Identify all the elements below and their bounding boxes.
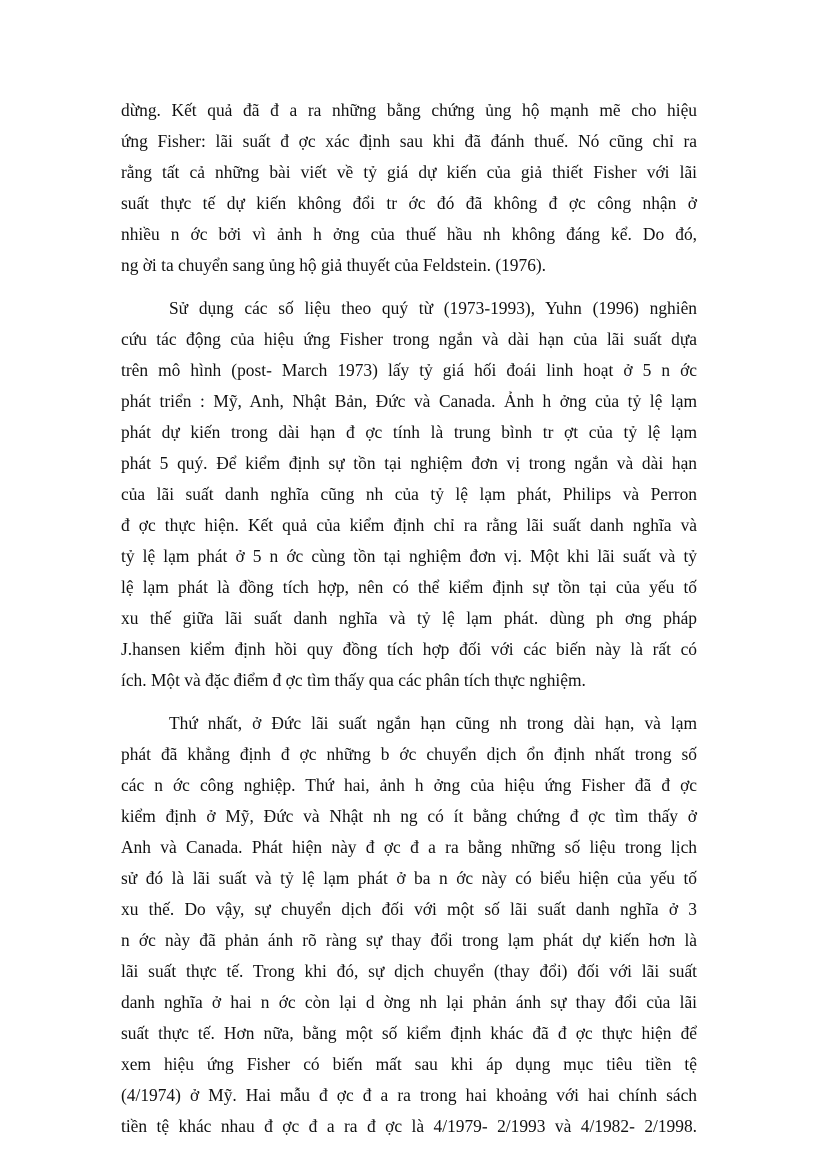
- text-line: rằng tất cả những bài viết về tỷ giá dự kiến của giả thiết Fisher với lãi: [121, 162, 697, 182]
- text-line: đ ợc thực hiện. Kết quả của kiểm định chỉ ra rằng lãi suất danh nghĩa và: [121, 515, 697, 535]
- text-line: phát dự kiến trong dài hạn đ ợc tính là trung bình tr ợt của tỷ lệ lạm: [121, 422, 697, 442]
- text-line: Anh và Canada. Phát hiện này đ ợc đ a ra bằng những số liệu trong lịch: [121, 837, 697, 857]
- text-line: các n ớc công nghiệp. Thứ hai, ảnh h ởng của hiệu ứng Fisher đã đ ợc: [121, 775, 697, 795]
- text-line: trên mô hình (post- March 1973) lấy tỷ giá hối đoái linh hoạt ở 5 n ớc: [121, 360, 697, 380]
- text-line: xu thế. Do vậy, sự chuyển dịch đối với một số lãi suất danh nghĩa ở 3: [121, 899, 697, 919]
- paragraph-2: [121, 293, 697, 696]
- text-line: ích. Một và đặc điểm đ ợc tìm thấy qua các phân tích thực nghiệm.: [121, 670, 586, 690]
- text-line: Sử dụng các số liệu theo quý từ (1973-1993), Yuhn (1996) nghiên: [169, 298, 697, 318]
- text-line: lãi suất thực tế. Trong khi đó, sự dịch chuyển (thay đổi) đối với lãi suất: [121, 961, 697, 981]
- text-line: của lãi suất danh nghĩa cũng nh của tỷ lệ lạm phát, Philips và Perron: [121, 484, 697, 504]
- text-line: n ớc này đã phản ánh rõ ràng sự thay đổi trong lạm phát dự kiến hơn là: [121, 930, 697, 950]
- text-line: phát đã khẳng định đ ợc những b ớc chuyển dịch ổn định nhất trong số: [121, 744, 697, 764]
- text-line: tỷ lệ lạm phát ở 5 n ớc cùng tồn tại nghiệm đơn vị. Một khi lãi suất và tỷ: [121, 546, 697, 566]
- text-line: ng ời ta chuyển sang ủng hộ giả thuyết của Feldstein. (1976).: [121, 255, 547, 275]
- text-line: danh nghĩa ở hai n ớc còn lại d ờng nh lại phản ánh sự thay đổi của lãi: [121, 992, 697, 1012]
- document-body: [121, 95, 697, 1154]
- text-line: phát 5 quý. Để kiểm định sự tồn tại nghiệm đơn vị trong ngắn và dài hạn: [121, 453, 697, 473]
- text-line: dừng. Kết quả đã đ a ra những bằng chứng ủng hộ mạnh mẽ cho hiệu: [121, 100, 697, 120]
- paragraph-1: [121, 95, 697, 281]
- text-line: J.hansen kiểm định hồi quy đồng tích hợp đối với các biến này là rất có: [121, 639, 697, 659]
- text-line: nhiều n ớc bởi vì ảnh h ởng của thuế hầu nh không đáng kể. Do đó,: [121, 224, 697, 244]
- text-line: cứu tác động của hiệu ứng Fisher trong ngắn và dài hạn của lãi suất dựa: [121, 329, 697, 349]
- text-line: xu thế giữa lãi suất danh nghĩa và tỷ lệ lạm phát. dùng ph ơng pháp: [121, 608, 697, 628]
- text-line: suất thực tế. Hơn nữa, bằng một số kiểm định khác đã đ ợc thực hiện để: [121, 1023, 697, 1043]
- text-line: xem hiệu ứng Fisher có biến mất sau khi áp dụng mục tiêu tiền tệ: [121, 1054, 697, 1074]
- text-line: kiểm định ở Mỹ, Đức và Nhật nh ng có ít bằng chứng đ ợc tìm thấy ở: [121, 806, 697, 826]
- text-line: phát triển : Mỹ, Anh, Nhật Bản, Đức và Canada. Ảnh h ởng của tỷ lệ lạm: [121, 391, 697, 411]
- text-line: suất thực tế dự kiến không đổi tr ớc đó đã không đ ợc công nhận ở: [121, 193, 697, 213]
- text-line: ứng Fisher: lãi suất đ ợc xác định sau khi đã đánh thuế. Nó cũng chỉ ra: [121, 131, 697, 151]
- text-line: tiền tệ khác nhau đ ợc đ a ra đ ợc là 4/1979- 2/1993 và 4/1982- 2/1998.: [121, 1116, 697, 1136]
- text-line: (4/1974) ở Mỹ. Hai mẫu đ ợc đ a ra trong hai khoảng với hai chính sách: [121, 1085, 697, 1105]
- text-line: lệ lạm phát là đồng tích hợp, nên có thể kiểm định sự tồn tại của yếu tố: [121, 577, 697, 597]
- text-line: sử đó là lãi suất và tỷ lệ lạm phát ở ba n ớc này có biểu hiện của yếu tố: [121, 868, 697, 888]
- paragraph-3: [121, 708, 697, 1142]
- text-line: Thứ nhất, ở Đức lãi suất ngắn hạn cũng nh trong dài hạn, và lạm: [169, 713, 697, 733]
